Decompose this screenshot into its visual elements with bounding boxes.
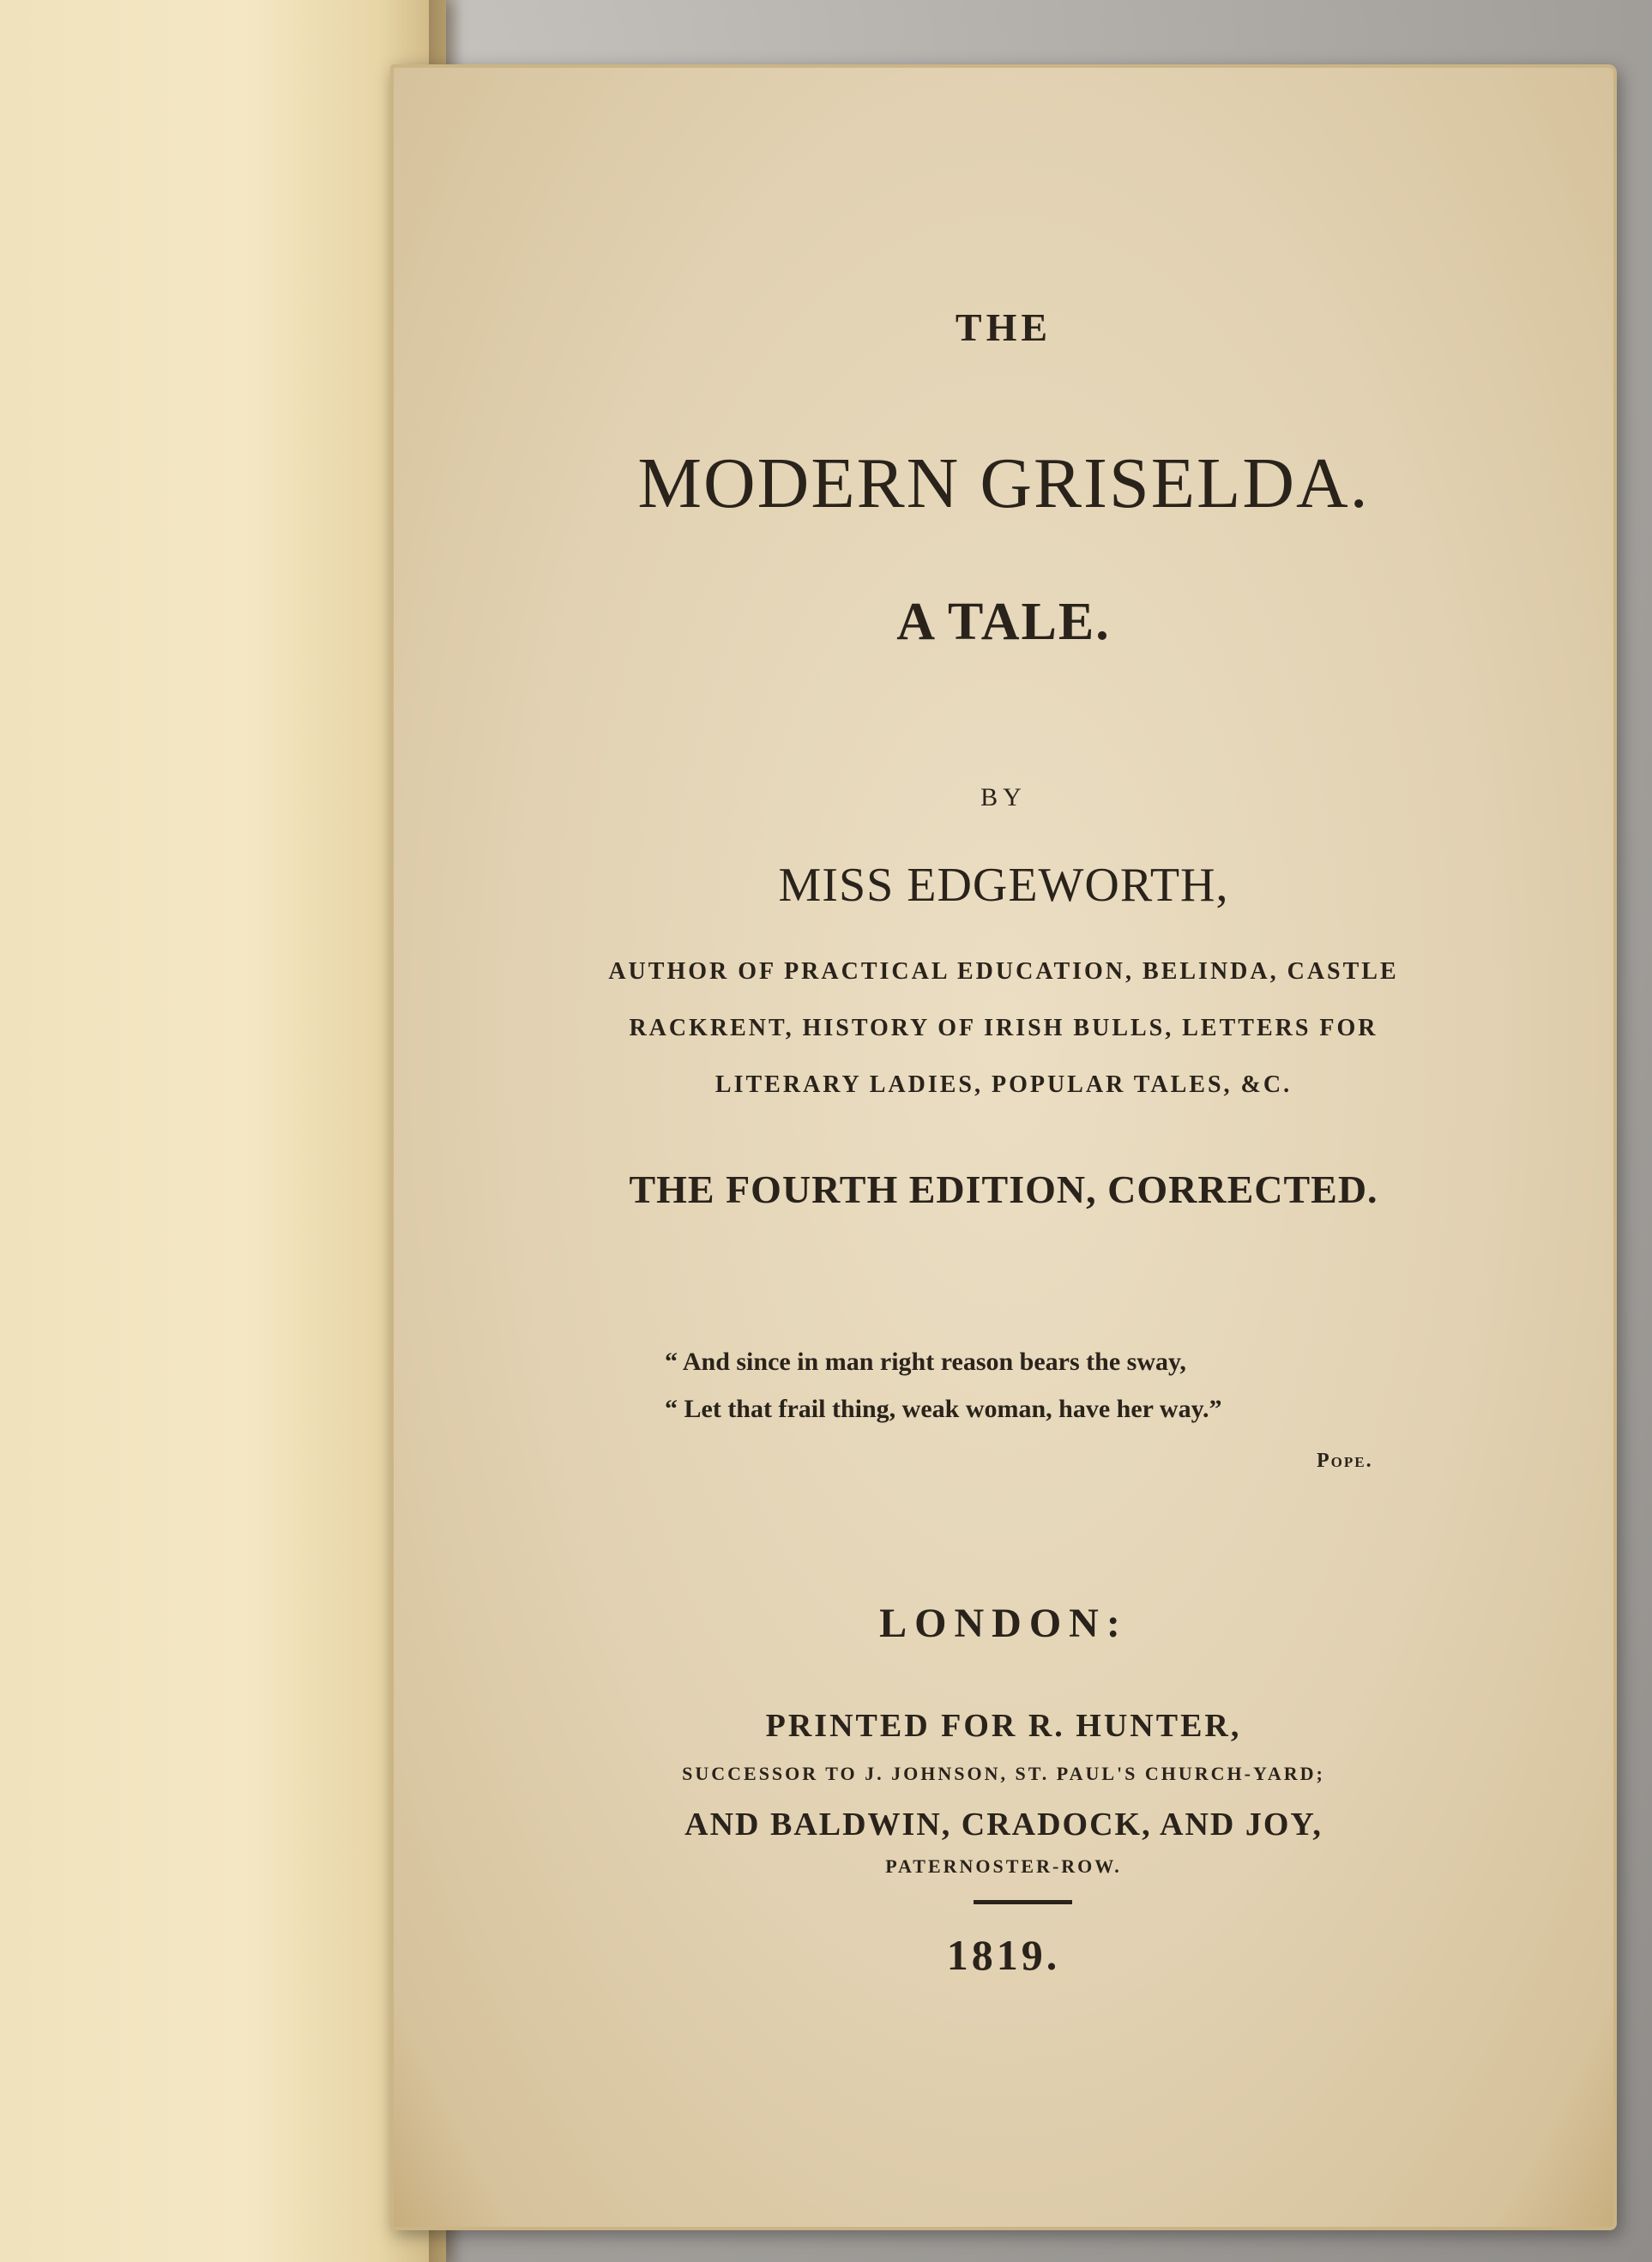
left-blank-page [0, 0, 446, 2262]
imprint-year: 1819. [946, 1931, 1061, 1979]
title-page [390, 64, 1617, 2230]
epigraph-line: “ And since in man right reason bears the sway, [665, 1348, 1186, 1376]
title-article: THE [955, 305, 1052, 349]
epigraph-attribution: Pope. [1317, 1450, 1373, 1472]
imprint-successor: SUCCESSOR TO J. JOHNSON, ST. PAUL'S CHURCH-YARD; [682, 1763, 1325, 1784]
author-works-line: AUTHOR OF PRACTICAL EDUCATION, BELINDA, CASTLE [608, 958, 1399, 985]
author-works-line: RACKRENT, HISTORY OF IRISH BULLS, LETTERS FOR [629, 1015, 1378, 1041]
author-works-line: LITERARY LADIES, POPULAR TALES, &C. [714, 1071, 1293, 1098]
epigraph-line: “ Let that frail thing, weak woman, have her way.” [665, 1395, 1222, 1423]
imprint-copublishers: AND BALDWIN, CRADOCK, AND JOY, [684, 1807, 1323, 1843]
book-subtitle: A TALE. [896, 593, 1111, 651]
imprint-city: LONDON: [879, 1601, 1128, 1646]
edition-statement: THE FOURTH EDITION, CORRECTED. [629, 1167, 1378, 1211]
imprint-divider [974, 1900, 1072, 1904]
imprint-printer: PRINTED FOR R. HUNTER, [765, 1708, 1242, 1744]
epigraph [665, 1338, 1437, 1433]
author-works [390, 944, 1617, 1113]
imprint-address: PATERNOSTER-ROW. [885, 1855, 1122, 1877]
author-name: MISS EDGEWORTH, [778, 859, 1229, 912]
book-title: MODERN GRISELDA. [637, 443, 1370, 523]
by-label: BY [980, 783, 1027, 811]
